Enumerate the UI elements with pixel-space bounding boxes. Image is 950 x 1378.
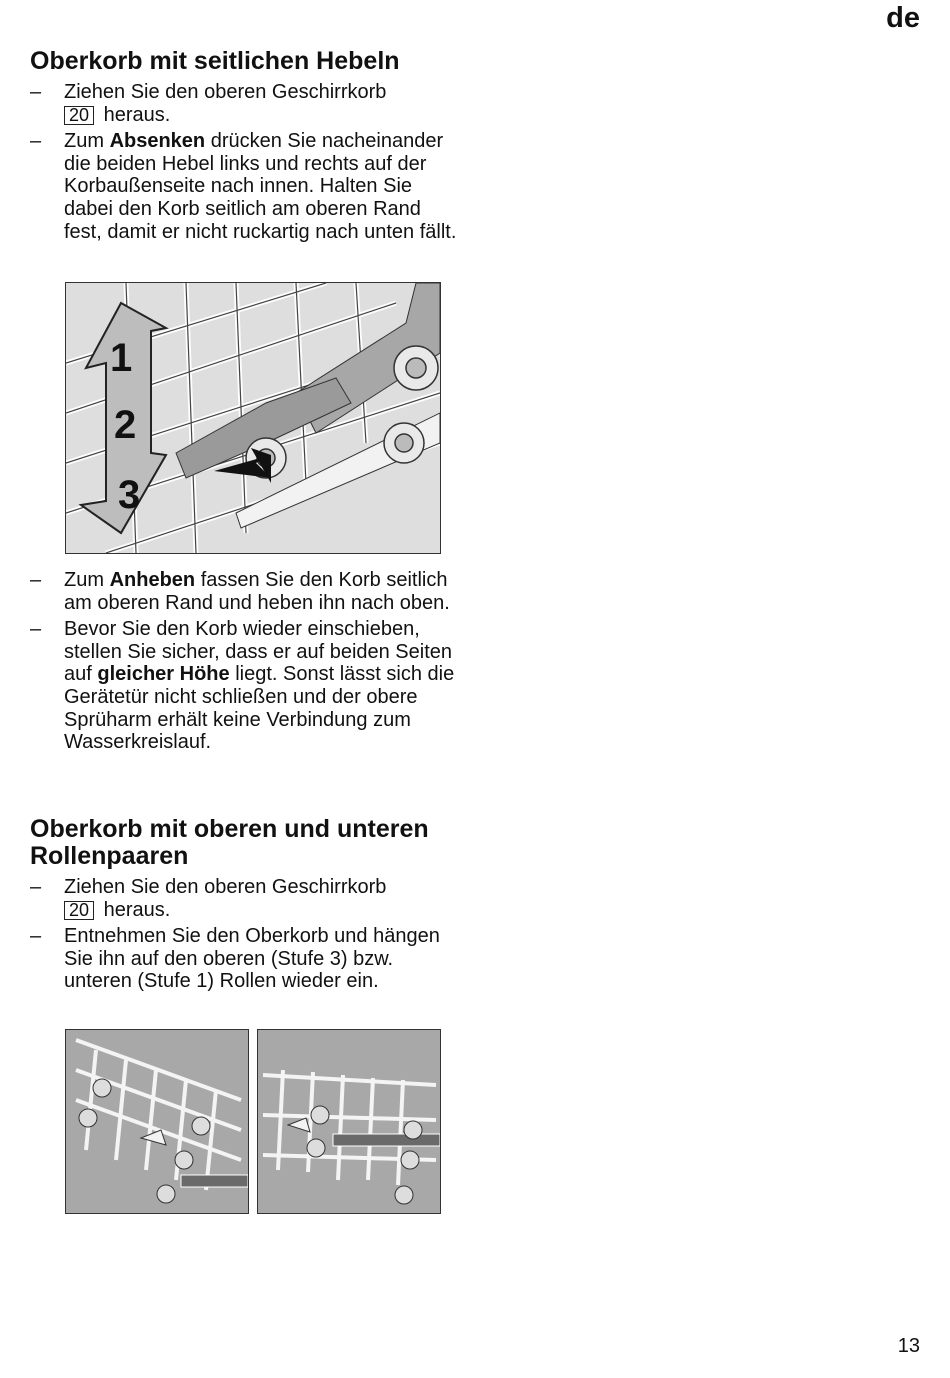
step-text: heraus.: [103, 898, 171, 921]
dash-bullet: –: [30, 130, 42, 153]
dash-bullet: –: [30, 925, 42, 948]
figure-label-2: 2: [114, 403, 137, 447]
lever-illustration: [65, 282, 441, 554]
list-item: [30, 81, 460, 126]
part-reference: 20: [64, 901, 94, 920]
section-title: Oberkorb mit oberen und unteren Rollenpaaren: [30, 815, 429, 870]
part-reference: 20: [64, 106, 94, 125]
section-upper-basket-side-levers: [30, 48, 460, 247]
step-text: liegt. Sonst lässt sich die Gerätetür nicht schließen und der obere Sprüharm erhält keine Verbindung zum Wasserkreislauf.: [64, 663, 455, 754]
steps-list: [30, 569, 460, 754]
page-number: 13: [897, 1335, 920, 1357]
step-text: Bevor Sie den Korb wieder einschieben, stellen Sie sicher, dass er auf beiden Seiten auf: [64, 618, 453, 686]
step-emphasis: Absenken: [109, 130, 206, 153]
step-text: Ziehen Sie den oberen Geschirrkorb: [64, 876, 387, 898]
list-item: [30, 876, 460, 921]
section-title: Oberkorb mit seitlichen Hebeln: [30, 47, 400, 75]
list-item: [30, 130, 460, 243]
figure-label-3: 3: [118, 473, 141, 517]
dash-bullet: –: [30, 876, 42, 898]
step-text: drücken Sie nacheinander die beiden Hebel links und rechts auf der Korbaußenseite nach innen. Halten Sie dabei den Korb seitlich am oberen Rand fest, damit er nicht ruckartig nach unten fällt.: [64, 130, 457, 243]
language-tag: de: [886, 2, 920, 34]
list-item: [30, 925, 460, 993]
step-text: Ziehen Sie den oberen Geschirrkorb: [64, 81, 387, 103]
roller-pairs-illustration-right: [257, 1029, 441, 1214]
dash-bullet: –: [30, 81, 42, 103]
step-text: heraus.: [103, 103, 171, 126]
dash-bullet: –: [30, 569, 42, 591]
steps-list: [30, 81, 460, 243]
steps-list: [30, 876, 460, 993]
list-item: [30, 618, 460, 754]
figure-label-1: 1: [110, 336, 133, 380]
step-text: fassen Sie den Korb seitlich am oberen Rand und heben ihn nach oben.: [64, 569, 450, 614]
section-upper-basket-side-levers-continued: [30, 569, 460, 758]
dash-bullet: –: [30, 618, 42, 641]
step-text: Zum: [64, 569, 104, 591]
step-emphasis: Anheben: [109, 569, 196, 591]
step-emphasis: gleicher Höhe: [97, 663, 230, 686]
section-upper-basket-roller-pairs: [30, 816, 460, 997]
step-text: Zum: [64, 130, 104, 153]
step-text: Entnehmen Sie den Oberkorb und hängen Sie ihn auf den oberen (Stufe 3) bzw. unteren (Stufe 1) Rollen wieder ein.: [64, 925, 440, 993]
list-item: [30, 569, 460, 614]
roller-pairs-illustration-left: [65, 1029, 249, 1214]
